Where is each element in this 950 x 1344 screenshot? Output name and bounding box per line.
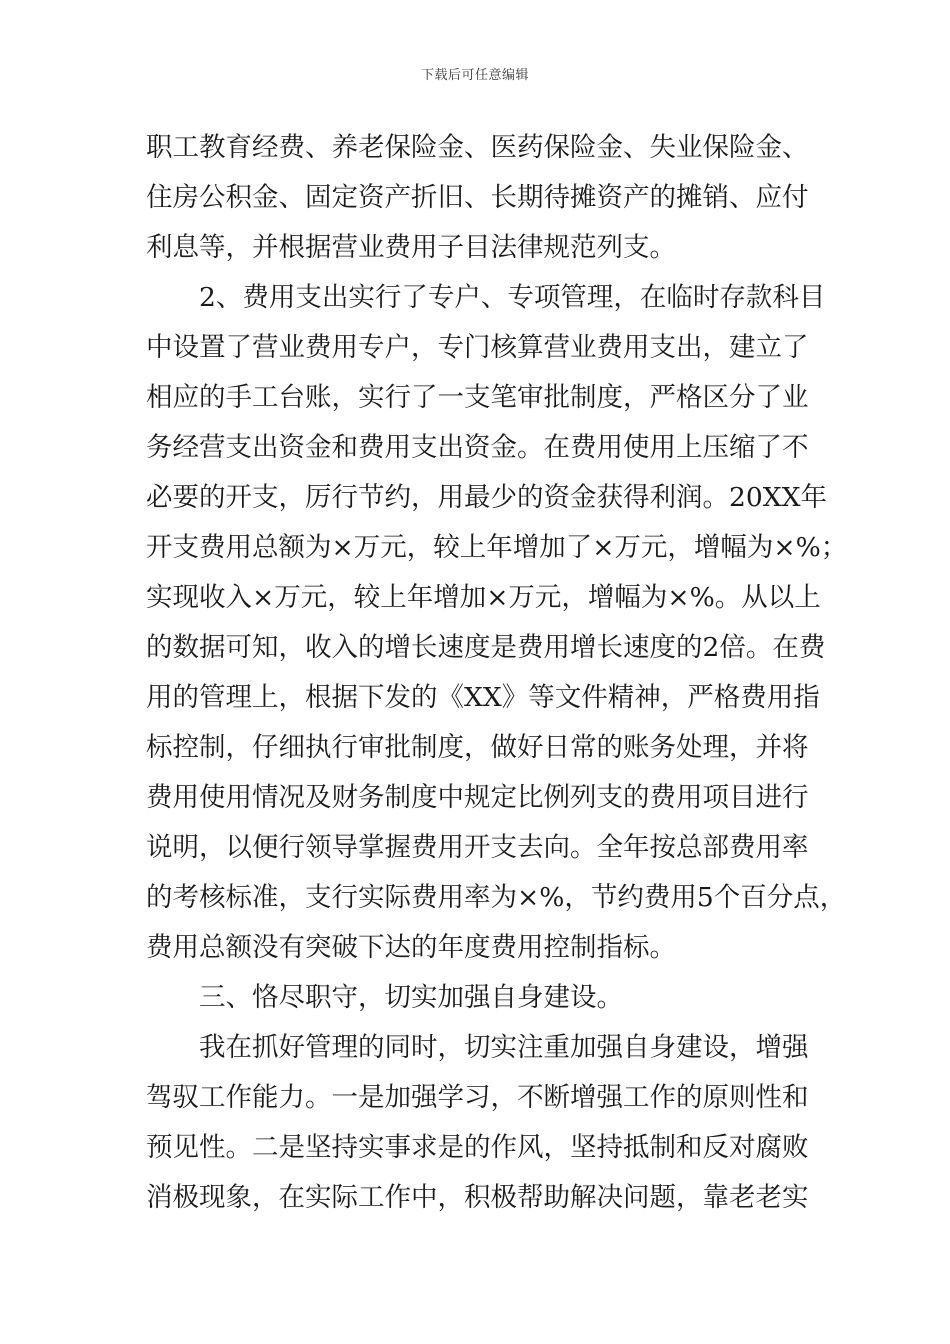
text-line: 2、费用支出实行了专户、专项管理，在临时存款科目 [199,282,826,313]
text-line: 务经营支出资金和费用支出资金。在费用使用上压缩了不 [146,432,809,463]
text-line: 的数据可知，收入的增长速度是费用增长速度的2倍。在费 [146,632,826,663]
text-line: 利息等，并根据营业费用子目法律规范列支。 [146,232,676,263]
document-body [146,123,848,1223]
text-line: 必要的开支，厉行节约，用最少的资金获得利润。20XX年 [146,482,827,513]
section-heading: 三、恪尽职守，切实加强自身建设。 [199,982,623,1013]
text-line: 我在抓好管理的同时，切实注重加强自身建设，增强 [199,1032,809,1063]
text-line: 中设置了营业费用专户，专门核算营业费用支出，建立了 [146,332,809,363]
text-line: 的考核标准，支行实际费用率为×%，节约费用5个百分点， [146,882,847,913]
text-line: 实现收入×万元，较上年增加×万元，增幅为×%。从以上 [146,582,821,613]
text-line: 住房公积金、固定资产折旧、长期待摊资产的摊销、应付 [146,182,809,213]
text-line: 说明，以便行领导掌握费用开支去向。全年按总部费用率 [146,832,809,863]
text-line: 预见性。二是坚持实事求是的作风，坚持抵制和反对腐败 [146,1132,809,1163]
text-line: 职工教育经费、养老保险金、医药保险金、失业保险金、 [146,132,809,163]
text-line: 开支费用总额为×万元，较上年增加了×万元，增幅为×%； [146,532,848,563]
text-line: 驾驭工作能力。一是加强学习，不断增强工作的原则性和 [146,1082,809,1113]
text-line: 费用使用情况及财务制度中规定比例列支的费用项目进行 [146,782,809,813]
text-line: 标控制，仔细执行审批制度，做好日常的账务处理，并将 [146,732,809,763]
text-line: 用的管理上，根据下发的《XX》等文件精神，严格费用指 [146,682,820,713]
text-line: 消极现象，在实际工作中，积极帮助解决问题，靠老老实 [146,1182,809,1213]
text-line: 费用总额没有突破下达的年度费用控制指标。 [146,932,676,963]
page-header-note: 下载后可任意编辑 [420,68,529,83]
text-line: 相应的手工台账，实行了一支笔审批制度，严格区分了业 [146,382,809,413]
